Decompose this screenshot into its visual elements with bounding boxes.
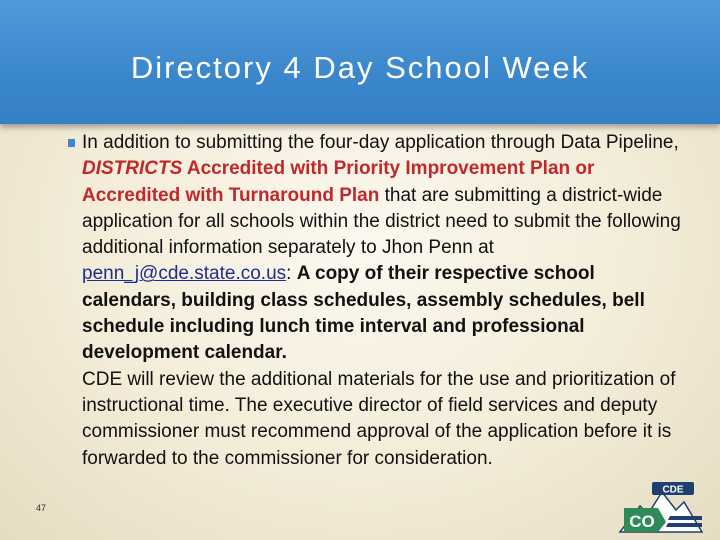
body-text: : — [286, 263, 297, 285]
requirements-text: A copy of their respective school calendars, building class schedules, assembly schedules, bell schedule including lunch time interval and professional development calendar. — [82, 263, 645, 364]
bullet-square-icon — [68, 139, 75, 147]
title-bar — [0, 0, 720, 124]
slide-title: Directory 4 Day School Week — [130, 50, 590, 85]
slide-body — [74, 130, 694, 472]
review-paragraph: CDE will review the additional materials for the use and prioritization of instructional time. The executive director of field services and deputy commissioner must recommend approval of the application before it is forwarded to the commissioner for consideration. — [82, 368, 676, 469]
logo-top-text: CDE — [662, 484, 684, 496]
body-text: In addition to submitting the four-day application through Data Pipeline, — [82, 132, 679, 153]
body-text: that are submitting a district-wide application for all schools within the district need to submit the following additional information separately to Jhon Penn at — [82, 184, 681, 259]
bullet-paragraph — [74, 130, 694, 367]
accreditation-text: Accredited with Priority Improvement Plan or Accredited with Turnaround Plan — [82, 158, 595, 206]
cde-colorado-logo-icon — [618, 478, 704, 534]
districts-emphasis: DISTRICTS — [82, 158, 183, 180]
email-link[interactable]: penn_j@cde.state.co.us — [82, 263, 287, 285]
slide-number: 47 — [36, 503, 47, 513]
logo-main-text: CO — [629, 512, 655, 531]
